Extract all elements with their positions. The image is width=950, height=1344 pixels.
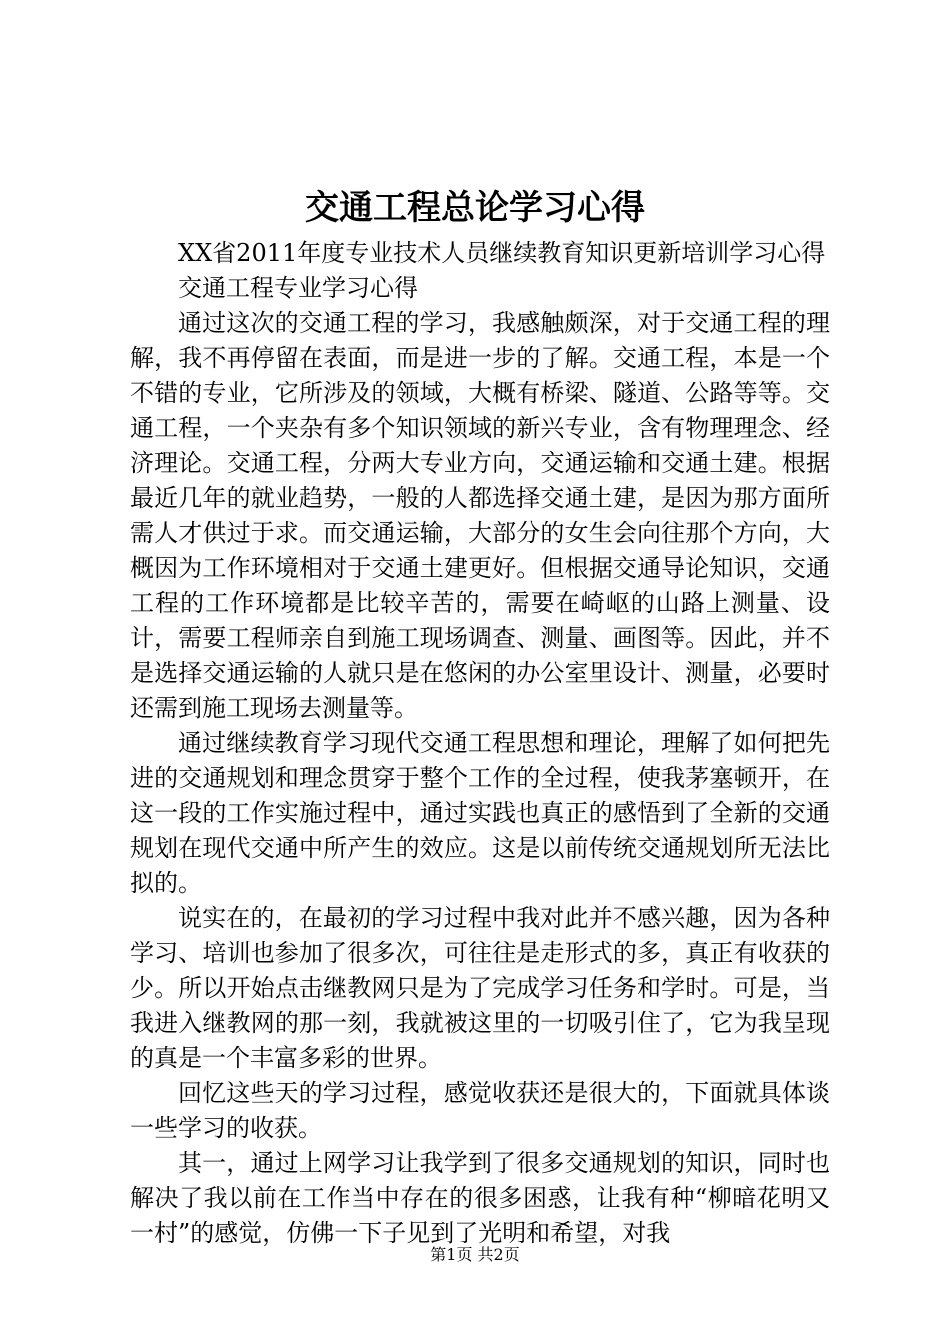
paragraph: 说实在的，在最初的学习过程中我对此并不感兴趣，因为各种学习、培训也参加了很多次，可往往是走形式的多，真正有收获的少。所以开始点击继教网只是为了完成学习任务和学时。可是，当我进入继教网的那一刻，我就被这里的一切吸引住了，它为我呈现的真是一个丰富多彩的世界。 <box>130 904 830 1072</box>
paragraph: 通过这次的交通工程的学习，我感触颇深，对于交通工程的理解，我不再停留在表面，而是进一步的了解。交通工程，本是一个不错的专业，它所涉及的领域，大概有桥梁、隧道、公路等等。交通工程，一个夹杂有多个知识领域的新兴专业，含有物理理念、经济理论。交通工程，分两大专业方向，交通运输和交通土建。根据最近几年的就业趋势，一般的人都选择交通土建，是因为那方面所需人才供过于求。而交通运输，大部分的女生会向往那个方向，大概因为工作环境相对于交通土建更好。但根据交通导论知识，交通工程的工作环境都是比较辛苦的，需要在崎岖的山路上测量、设计，需要工程师亲自到施工现场调查、测量、画图等。因此，并不是选择交通运输的人就只是在悠闲的办公室里设计、测量，必要时还需到施工现场去测量等。 <box>130 309 830 722</box>
paragraph: 通过继续教育学习现代交通工程思想和理论，理解了如何把先进的交通规划和理念贯穿于整个工作的全过程，使我茅塞顿开，在这一段的工作实施过程中，通过实践也真正的感悟到了全新的交通规划在现代交通中所产生的效应。这是以前传统交通规划所无法比拟的。 <box>130 729 830 897</box>
paragraph: 回忆这些天的学习过程，感觉收获还是很大的，下面就具体谈一些学习的收获。 <box>130 1079 830 1142</box>
paragraph: 其一，通过上网学习让我学到了很多交通规划的知识，同时也解决了我以前在工作当中存在的很多困惑，让我有种“柳暗花明又一村”的感觉，仿佛一下子见到了光明和希望，对我 <box>130 1149 830 1247</box>
document-title: 交通工程总论学习心得 <box>305 188 645 228</box>
page-footer: 第1页 共2页 <box>430 1245 520 1264</box>
paragraph: 交通工程专业学习心得 <box>178 274 418 302</box>
document-body <box>130 236 830 1251</box>
paragraph: XX省2011年度专业技术人员继续教育知识更新培训学习心得 <box>178 239 826 267</box>
